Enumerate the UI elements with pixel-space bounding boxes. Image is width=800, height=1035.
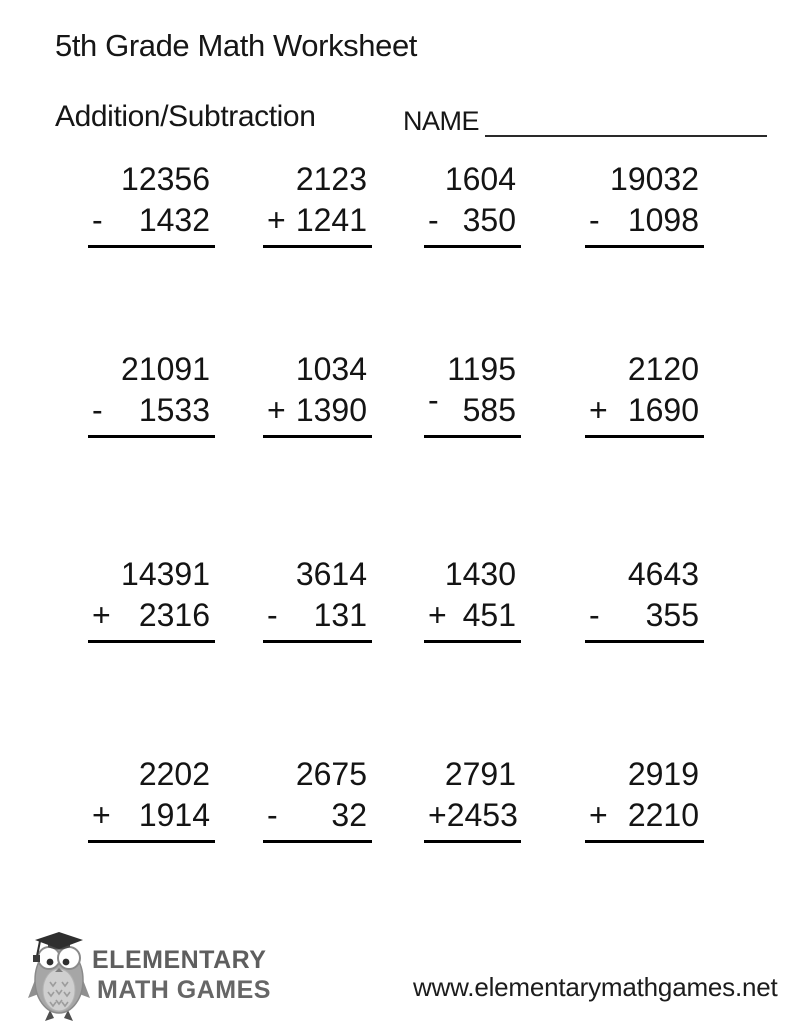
problem-bottom-number: 131 xyxy=(313,597,367,633)
problem-bottom-number: 585 xyxy=(462,392,516,428)
problem-operator: + xyxy=(267,202,286,238)
problem-operator: + xyxy=(589,392,608,428)
problem-top-number: 1430 xyxy=(444,556,516,592)
problem-top-number: 2120 xyxy=(627,351,699,387)
page-title: 5th Grade Math Worksheet xyxy=(55,28,418,63)
math-problem-2 xyxy=(263,163,372,248)
problem-bottom-number: 32 xyxy=(331,797,367,833)
math-problem-13 xyxy=(88,758,215,843)
problem-bottom-number: 1914 xyxy=(138,797,210,833)
problem-bottom-number: 1690 xyxy=(627,392,699,428)
problem-top-number: 2123 xyxy=(295,161,367,197)
logo-text-line2: MATH GAMES xyxy=(97,976,271,1004)
problem-bottom-number: 1533 xyxy=(138,392,210,428)
answer-line xyxy=(263,245,372,248)
name-label: NAME xyxy=(403,106,480,136)
worksheet-subtitle: Addition/Subtraction xyxy=(55,100,316,133)
problem-row-2 xyxy=(0,353,800,438)
problem-top-number: 1034 xyxy=(295,351,367,387)
answer-line xyxy=(88,435,215,438)
answer-line xyxy=(424,640,521,643)
math-problem-4 xyxy=(585,163,704,248)
problem-top-number: 19032 xyxy=(610,161,699,197)
problem-row-3 xyxy=(0,558,800,643)
name-blank-line xyxy=(485,105,767,137)
problem-operator: + xyxy=(428,797,447,833)
problem-top-number: 2202 xyxy=(138,756,210,792)
problem-bottom-number: 350 xyxy=(462,202,516,238)
problem-top-number: 14391 xyxy=(121,556,210,592)
answer-line xyxy=(263,840,372,843)
problem-operator: - xyxy=(428,202,439,238)
problem-operator: + xyxy=(428,597,447,633)
answer-line xyxy=(263,435,372,438)
logo-text-line1: ELEMENTARY xyxy=(92,946,267,974)
math-problem-7 xyxy=(424,353,521,438)
math-problem-14 xyxy=(263,758,372,843)
problem-top-number: 2791 xyxy=(444,756,516,792)
problem-operator: + xyxy=(589,797,608,833)
problem-bottom-number: 1098 xyxy=(627,202,699,238)
math-problem-9 xyxy=(88,558,215,643)
problem-bottom-number: 1432 xyxy=(138,202,210,238)
math-problem-3 xyxy=(424,163,521,248)
problem-top-number: 12356 xyxy=(121,161,210,197)
problem-top-number: 1195 xyxy=(447,351,516,387)
problem-operator: - xyxy=(267,797,278,833)
problem-operator: - xyxy=(589,202,600,238)
math-problem-1 xyxy=(88,163,215,248)
problem-row-1 xyxy=(0,163,800,248)
math-problem-6 xyxy=(263,353,372,438)
problem-top-number: 4643 xyxy=(627,556,699,592)
math-problem-12 xyxy=(585,558,704,643)
name-field-row xyxy=(403,105,767,137)
answer-line xyxy=(585,435,704,438)
problem-operator: + xyxy=(92,797,111,833)
answer-line xyxy=(424,245,521,248)
answer-line xyxy=(585,840,704,843)
owl-graduate-icon xyxy=(28,930,90,1022)
answer-line xyxy=(88,640,215,643)
problem-operator: - xyxy=(92,392,103,428)
problem-top-number: 21091 xyxy=(121,351,210,387)
answer-line xyxy=(585,640,704,643)
logo xyxy=(28,930,271,1022)
problem-bottom-number: 2210 xyxy=(627,797,699,833)
problem-top-number: 3614 xyxy=(295,556,367,592)
problem-operator: - xyxy=(428,382,439,418)
problem-bottom-number: 2453 xyxy=(446,797,518,833)
problem-top-number: 2919 xyxy=(627,756,699,792)
problem-bottom-number: 1241 xyxy=(295,202,367,238)
problem-top-number: 1604 xyxy=(444,161,516,197)
answer-line xyxy=(424,840,521,843)
math-problem-8 xyxy=(585,353,704,438)
math-problem-16 xyxy=(585,758,704,843)
problem-operator: + xyxy=(267,392,286,428)
math-problem-10 xyxy=(263,558,372,643)
answer-line xyxy=(263,640,372,643)
answer-line xyxy=(424,435,521,438)
logo-text xyxy=(92,946,271,1004)
problem-operator: - xyxy=(589,597,600,633)
math-problem-15 xyxy=(424,758,521,843)
problem-operator: - xyxy=(267,597,278,633)
answer-line xyxy=(88,245,215,248)
problem-row-4 xyxy=(0,758,800,843)
problem-bottom-number: 1390 xyxy=(295,392,367,428)
website-url: www.elementarymathgames.net xyxy=(413,972,778,1002)
problem-operator: - xyxy=(92,202,103,238)
answer-line xyxy=(88,840,215,843)
problem-operator: + xyxy=(92,597,111,633)
problem-bottom-number: 2316 xyxy=(138,597,210,633)
math-problem-11 xyxy=(424,558,521,643)
problem-top-number: 2675 xyxy=(295,756,367,792)
math-problem-5 xyxy=(88,353,215,438)
problem-bottom-number: 451 xyxy=(462,597,516,633)
answer-line xyxy=(585,245,704,248)
problem-bottom-number: 355 xyxy=(645,597,699,633)
